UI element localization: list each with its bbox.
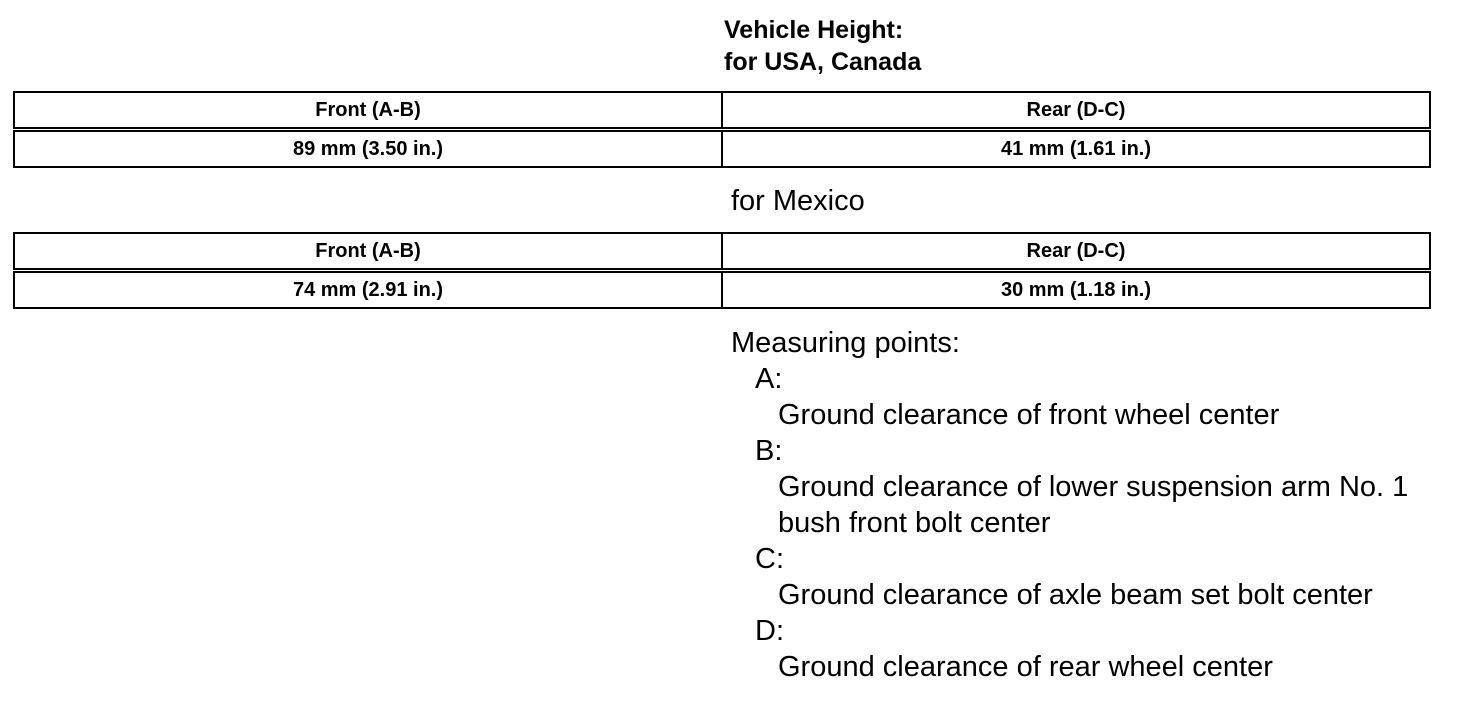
- column-header-front: Front (A-B): [14, 92, 722, 130]
- point-description: Ground clearance of front wheel center: [778, 399, 1280, 431]
- list-item: [755, 541, 1418, 613]
- point-key: B:: [755, 435, 783, 467]
- point-description: Ground clearance of lower suspension arm No. 1 bush front bolt center: [778, 471, 1409, 539]
- table-row: [14, 130, 1430, 168]
- column-header-rear: Rear (D-C): [722, 92, 1430, 130]
- column-header-rear: Rear (D-C): [722, 233, 1430, 271]
- table-row: [14, 271, 1430, 309]
- measuring-points-title: Measuring points:: [731, 327, 960, 359]
- list-item: [755, 433, 1418, 541]
- list-item: [755, 613, 1418, 685]
- spec-table-usa-canada: [13, 91, 1431, 168]
- point-key: A:: [755, 363, 783, 395]
- spec-table-mexico: [13, 232, 1431, 309]
- list-item: [755, 361, 1418, 433]
- table-header-row: [14, 233, 1430, 271]
- column-header-front: Front (A-B): [14, 233, 722, 271]
- front-value: 89 mm (3.50 in.): [14, 130, 722, 168]
- heading-region-usa-canada: for USA, Canada: [724, 48, 922, 76]
- rear-value: 41 mm (1.61 in.): [722, 130, 1430, 168]
- heading-title: Vehicle Height:: [724, 16, 904, 44]
- vehicle-height-heading: [724, 14, 921, 78]
- front-value: 74 mm (2.91 in.): [14, 271, 722, 309]
- rear-value: 30 mm (1.18 in.): [722, 271, 1430, 309]
- point-description: Ground clearance of rear wheel center: [778, 651, 1273, 683]
- point-description: Ground clearance of axle beam set bolt center: [778, 579, 1373, 611]
- table-header-row: [14, 92, 1430, 130]
- region-label-mexico: for Mexico: [731, 185, 865, 217]
- point-key: C:: [755, 543, 784, 575]
- point-key: D:: [755, 615, 784, 647]
- measuring-points-list: [755, 361, 1418, 685]
